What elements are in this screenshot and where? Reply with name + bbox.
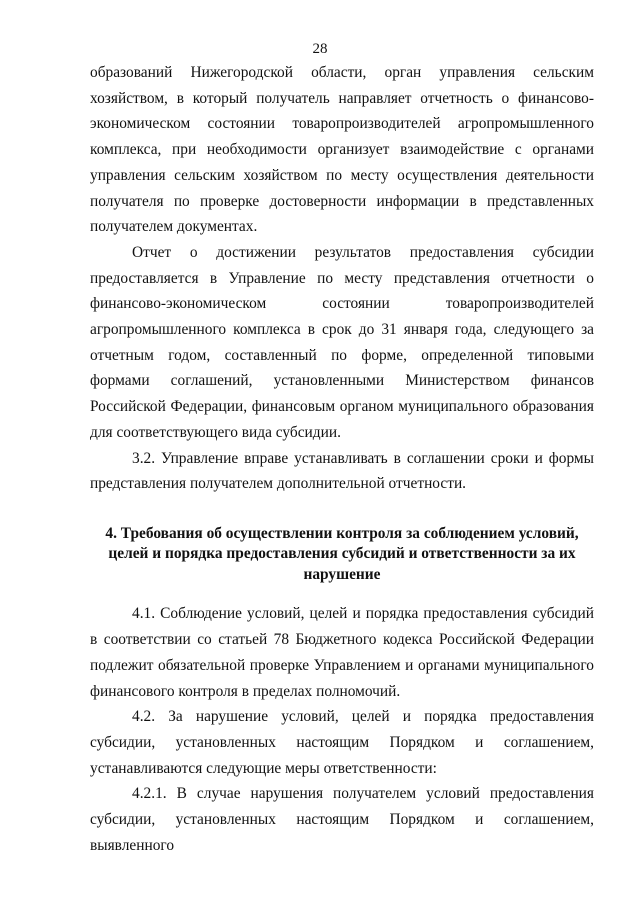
paragraph-4-2-1: 4.2.1. В случае нарушения получателем условий предоставления субсидии, установленных настоящим Порядком и соглашением, выявленного [90, 785, 594, 854]
paragraph-3-2: 3.2. Управление вправе устанавливать в соглашении сроки и формы представления получателем дополнительной отчетности. [90, 449, 594, 493]
section-heading-line-1: 4. Требования об осуществлении контроля за соблюдением условий, [105, 524, 579, 542]
paragraph-4-2: 4.2. За нарушение условий, целей и порядка предоставления субсидии, установленных настоящим Порядком и соглашением, устанавливаются следующие меры ответственности: [90, 708, 594, 777]
document-body [90, 60, 594, 858]
paragraph-continuation: образований Нижегородской области, орган управления сельским хозяйством, в который получатель направляет отчетность о финансово-экономическом состоянии товаропроизводителей агропромышленного комплекса, при необходимости организует взаимодействие с органами управления сельским хозяйством по месту осуществления деятельности получателя по проверке достоверности информации в представленных получателем документах. [90, 64, 594, 236]
paragraph-report: Отчет о достижении результатов предоставления субсидии предоставляется в Управление по месту представления отчетности о финансово-экономическом состоянии товаропроизводителей агропромышленного комплекса в срок до 31 января года, следующего за отчетным годом, составленный по форме, определенной типовыми формами соглашений, установленными Министерством финансов Российской Федерации, финансовым органом муниципального образования для соответствующего вида субсидии. [90, 243, 594, 441]
section-heading [90, 524, 594, 586]
section-heading-line-2: целей и порядка предоставления субсидий и ответственности за их [108, 545, 576, 563]
section-heading-line-3: нарушение [303, 565, 381, 583]
page-number: 28 [312, 41, 328, 57]
paragraph-4-1: 4.1. Соблюдение условий, целей и порядка предоставления субсидий в соответствии со статьей 78 Бюджетного кодекса Российской Федерации подлежит обязательной проверке Управлением и органами муниципального финансового контроля в пределах полномочий. [90, 605, 594, 700]
